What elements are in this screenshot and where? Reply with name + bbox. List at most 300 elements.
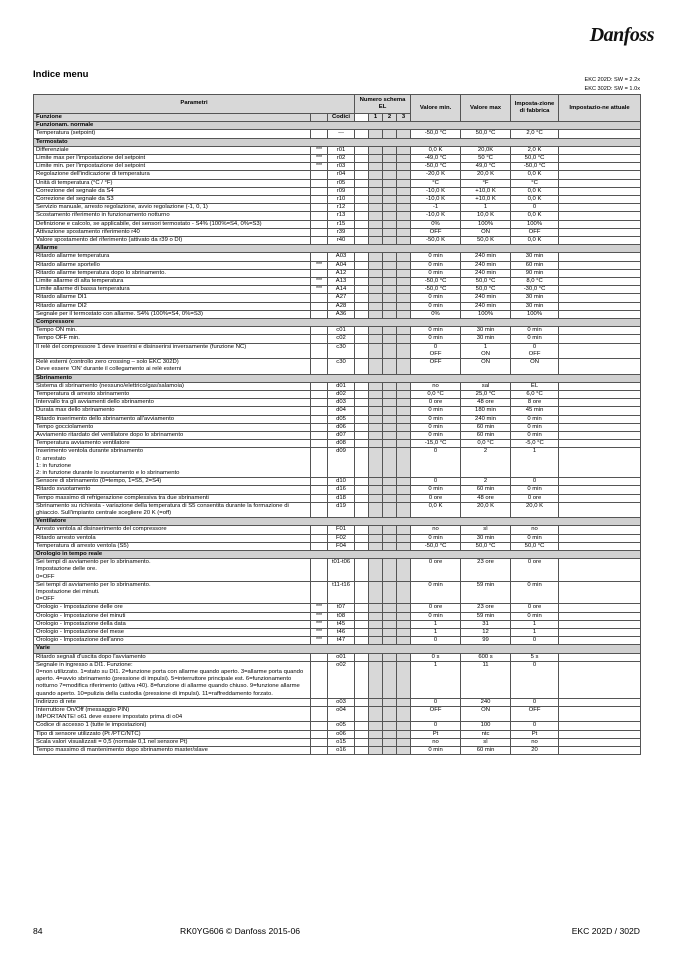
schema-2-cell bbox=[383, 302, 397, 310]
value-factory: 0 bbox=[511, 637, 559, 645]
parameter-code: o03 bbox=[328, 698, 355, 706]
value-max: 240 min bbox=[461, 415, 511, 423]
schema-1-cell bbox=[369, 534, 383, 542]
access-marker: *** bbox=[311, 612, 328, 620]
parameter-code: r04 bbox=[328, 171, 355, 179]
schema-3-cell bbox=[397, 310, 411, 318]
parameter-code: c01 bbox=[328, 327, 355, 335]
parameter-code: o04 bbox=[328, 707, 355, 722]
schema-1-cell bbox=[369, 294, 383, 302]
parameter-row bbox=[34, 526, 641, 534]
value-current bbox=[559, 722, 641, 730]
value-current bbox=[559, 220, 641, 228]
spacer-cell bbox=[355, 478, 369, 486]
value-max: 11 bbox=[461, 661, 511, 698]
access-marker bbox=[311, 359, 328, 374]
header-numero-schema: Numero schema EL bbox=[355, 95, 411, 114]
parameter-function: Tempo ON min. bbox=[34, 327, 311, 335]
section-label: Varie bbox=[34, 645, 641, 653]
schema-1-cell bbox=[369, 581, 383, 604]
section-label: Sbrinamento bbox=[34, 374, 641, 382]
access-marker: *** bbox=[311, 286, 328, 294]
parameter-function: Temperatura di arresto ventola (S5) bbox=[34, 542, 311, 550]
value-max: 10,0 K bbox=[461, 212, 511, 220]
value-current bbox=[559, 261, 641, 269]
parameter-function: Correzione del segnale da S3 bbox=[34, 196, 311, 204]
value-min: -10,0 K bbox=[411, 196, 461, 204]
access-marker bbox=[311, 187, 328, 195]
schema-1-cell bbox=[369, 286, 383, 294]
access-marker bbox=[311, 581, 328, 604]
parameter-function: Tempo OFF min. bbox=[34, 335, 311, 343]
schema-2-cell bbox=[383, 448, 397, 478]
schema-1-cell bbox=[369, 261, 383, 269]
access-marker: *** bbox=[311, 146, 328, 154]
parameter-function: Sbrinamento su richiesta - variazione della temperatura di S5 consentita durante la formazione di ghiaccio. Sull'impianto centrale scegliere 20 K (=off) bbox=[34, 502, 311, 517]
schema-3-cell bbox=[397, 286, 411, 294]
access-marker bbox=[311, 502, 328, 517]
section-header bbox=[34, 518, 641, 526]
value-max: 1 bbox=[461, 204, 511, 212]
schema-3-cell bbox=[397, 604, 411, 612]
schema-3-cell bbox=[397, 390, 411, 398]
access-marker bbox=[311, 542, 328, 550]
parameter-function: Orologio - Impostazione delle ore bbox=[34, 604, 311, 612]
value-min: 0 ore bbox=[411, 604, 461, 612]
value-max: 49,0 °C bbox=[461, 163, 511, 171]
value-min: 0 min bbox=[411, 612, 461, 620]
parameter-code: A04 bbox=[328, 261, 355, 269]
spacer-cell bbox=[355, 171, 369, 179]
value-min: -50,0 °C bbox=[411, 130, 461, 138]
value-min: -1 bbox=[411, 204, 461, 212]
schema-1-cell bbox=[369, 620, 383, 628]
parameter-row bbox=[34, 637, 641, 645]
header-parametri: Parametri bbox=[34, 95, 355, 114]
value-factory: 30 min bbox=[511, 294, 559, 302]
value-current bbox=[559, 163, 641, 171]
spacer-cell bbox=[355, 220, 369, 228]
parameter-function: Sei tempi di avviamento per lo sbrinamento. Impostazione dei minuti. 0=OFF bbox=[34, 581, 311, 604]
parameter-function: Limite max per l'impostazione del setpoint bbox=[34, 155, 311, 163]
value-current bbox=[559, 653, 641, 661]
access-marker bbox=[311, 253, 328, 261]
schema-3-cell bbox=[397, 253, 411, 261]
value-current bbox=[559, 448, 641, 478]
access-marker bbox=[311, 559, 328, 582]
value-min: 0,0 K bbox=[411, 502, 461, 517]
parameter-row bbox=[34, 130, 641, 138]
value-min: -10,0 K bbox=[411, 212, 461, 220]
value-max: 59 min bbox=[461, 581, 511, 604]
schema-2-cell bbox=[383, 327, 397, 335]
access-marker bbox=[311, 534, 328, 542]
schema-1-cell bbox=[369, 253, 383, 261]
value-current bbox=[559, 335, 641, 343]
schema-1-cell bbox=[369, 212, 383, 220]
access-marker bbox=[311, 179, 328, 187]
value-current bbox=[559, 399, 641, 407]
schema-2-cell bbox=[383, 661, 397, 698]
parameter-function: Regolazione dell'indicazione di temperatura bbox=[34, 171, 311, 179]
parameter-row bbox=[34, 212, 641, 220]
parameter-code: F04 bbox=[328, 542, 355, 550]
schema-3-cell bbox=[397, 261, 411, 269]
value-factory: 5 s bbox=[511, 653, 559, 661]
value-current bbox=[559, 407, 641, 415]
schema-3-cell bbox=[397, 423, 411, 431]
schema-2-cell bbox=[383, 196, 397, 204]
schema-2-cell bbox=[383, 722, 397, 730]
value-min: 0 min bbox=[411, 581, 461, 604]
parameter-function: Inserimento ventola durante sbrinamento 0: arrestato 1: in funzione 2: in funzione durante lo svuotamento e lo sbrinamento bbox=[34, 448, 311, 478]
value-min: 0 bbox=[411, 478, 461, 486]
schema-1-cell bbox=[369, 747, 383, 755]
value-current bbox=[559, 707, 641, 722]
value-min: 0 min bbox=[411, 261, 461, 269]
value-factory: 2,0 °C bbox=[511, 130, 559, 138]
header-impostazione-fabbrica: Imposta-zione di fabbrica bbox=[511, 95, 559, 122]
access-marker: *** bbox=[311, 261, 328, 269]
value-max: 50,0 K bbox=[461, 237, 511, 245]
spacer-cell bbox=[355, 448, 369, 478]
schema-1-cell bbox=[369, 269, 383, 277]
value-factory: 2,0 K bbox=[511, 146, 559, 154]
access-marker bbox=[311, 440, 328, 448]
access-marker: *** bbox=[311, 278, 328, 286]
schema-1-cell bbox=[369, 604, 383, 612]
spacer-cell bbox=[355, 707, 369, 722]
access-marker bbox=[311, 343, 328, 358]
schema-2-cell bbox=[383, 494, 397, 502]
value-factory: 1 bbox=[511, 448, 559, 478]
parameter-row bbox=[34, 415, 641, 423]
parameter-table bbox=[33, 94, 641, 755]
access-marker bbox=[311, 738, 328, 746]
parameter-row bbox=[34, 559, 641, 582]
value-min: 0 ore bbox=[411, 399, 461, 407]
schema-1-cell bbox=[369, 204, 383, 212]
access-marker bbox=[311, 382, 328, 390]
header-valore-min: Valore min. bbox=[411, 95, 461, 122]
spacer-cell bbox=[355, 526, 369, 534]
parameter-row bbox=[34, 502, 641, 517]
value-min: 0% bbox=[411, 220, 461, 228]
parameter-function: Il relè del compressore 1 deve inserirsi e disinserirsi inversamente (funzione NC) bbox=[34, 343, 311, 358]
parameter-code: t08 bbox=[328, 612, 355, 620]
value-current bbox=[559, 612, 641, 620]
value-min: -50,0 °C bbox=[411, 163, 461, 171]
schema-2-cell bbox=[383, 163, 397, 171]
schema-3-cell bbox=[397, 722, 411, 730]
schema-2-cell bbox=[383, 486, 397, 494]
schema-1-cell bbox=[369, 423, 383, 431]
schema-2-cell bbox=[383, 440, 397, 448]
parameter-code: A03 bbox=[328, 253, 355, 261]
parameter-row bbox=[34, 382, 641, 390]
parameter-function: Ritardo svuotamento bbox=[34, 486, 311, 494]
parameter-code: r05 bbox=[328, 179, 355, 187]
value-min: 0 min bbox=[411, 302, 461, 310]
schema-3-cell bbox=[397, 440, 411, 448]
spacer-cell bbox=[355, 237, 369, 245]
access-marker bbox=[311, 653, 328, 661]
spacer-cell bbox=[355, 294, 369, 302]
value-current bbox=[559, 390, 641, 398]
value-current bbox=[559, 738, 641, 746]
value-max: 240 min bbox=[461, 294, 511, 302]
parameter-function: Valore spostamento del riferimento (attivato da r39 o DI) bbox=[34, 237, 311, 245]
value-max: 99 bbox=[461, 637, 511, 645]
value-max: 240 min bbox=[461, 253, 511, 261]
schema-2-cell bbox=[383, 637, 397, 645]
parameter-code: o15 bbox=[328, 738, 355, 746]
parameter-function: Codice di accesso 1 (tutte le impostazioni) bbox=[34, 722, 311, 730]
access-marker bbox=[311, 302, 328, 310]
parameter-function: Relè esterni (controllo zero crossing – solo EKC 302D) Deve essere 'ON' durante il collegamento ai relè esterni bbox=[34, 359, 311, 374]
schema-3-cell bbox=[397, 278, 411, 286]
schema-1-cell bbox=[369, 730, 383, 738]
schema-3-cell bbox=[397, 187, 411, 195]
schema-1-cell bbox=[369, 171, 383, 179]
value-max: 60 min bbox=[461, 747, 511, 755]
spacer-cell bbox=[355, 146, 369, 154]
parameter-code: t07 bbox=[328, 604, 355, 612]
parameter-function: Scostamento riferimento in funzionamento notturno bbox=[34, 212, 311, 220]
value-current bbox=[559, 155, 641, 163]
spacer-cell bbox=[355, 637, 369, 645]
schema-3-cell bbox=[397, 486, 411, 494]
section-header bbox=[34, 138, 641, 146]
schema-3-cell bbox=[397, 698, 411, 706]
access-marker: *** bbox=[311, 620, 328, 628]
parameter-row bbox=[34, 179, 641, 187]
value-max: 20,0 K bbox=[461, 502, 511, 517]
schema-1-cell bbox=[369, 146, 383, 154]
schema-3-cell bbox=[397, 620, 411, 628]
value-current bbox=[559, 415, 641, 423]
value-factory: 0 bbox=[511, 661, 559, 698]
access-marker bbox=[311, 423, 328, 431]
parameter-function: Limite allarme di alta temperatura bbox=[34, 278, 311, 286]
value-factory: 60 min bbox=[511, 261, 559, 269]
schema-2-cell bbox=[383, 187, 397, 195]
spacer-cell bbox=[355, 359, 369, 374]
schema-2-cell bbox=[383, 390, 397, 398]
spacer-cell bbox=[355, 327, 369, 335]
access-marker bbox=[311, 130, 328, 138]
value-factory: EL bbox=[511, 382, 559, 390]
section-header bbox=[34, 319, 641, 327]
access-marker bbox=[311, 494, 328, 502]
spacer-cell bbox=[355, 604, 369, 612]
value-min: 0 bbox=[411, 448, 461, 478]
parameter-row bbox=[34, 278, 641, 286]
value-current bbox=[559, 196, 641, 204]
access-marker bbox=[311, 220, 328, 228]
value-factory: 0 bbox=[511, 478, 559, 486]
value-factory: 0 OFF bbox=[511, 343, 559, 358]
parameter-row bbox=[34, 542, 641, 550]
schema-1-cell bbox=[369, 661, 383, 698]
schema-2-cell bbox=[383, 747, 397, 755]
parameter-code: A12 bbox=[328, 269, 355, 277]
schema-1-cell bbox=[369, 431, 383, 439]
value-max: ON bbox=[461, 228, 511, 236]
parameter-row bbox=[34, 220, 641, 228]
spacer-cell bbox=[355, 390, 369, 398]
parameter-code: t47 bbox=[328, 637, 355, 645]
schema-1-cell bbox=[369, 559, 383, 582]
value-max: ntc bbox=[461, 730, 511, 738]
parameter-row bbox=[34, 738, 641, 746]
parameter-code: r09 bbox=[328, 187, 355, 195]
spacer-cell bbox=[355, 163, 369, 171]
parameter-function: Segnale in ingresso a DI1. Funzione: 0=non utilizzato. 1=stato su DI1. 2=funzione porta con allarme quando aperto. 3=allarme porta quando aperto. 4=avvio sbrinamento (pressione di impulsi). 5=interruttore principale est. 6=funzionamento notturno 7=modifica riferimento (attiva r40). 8=funzione di allarme quando chiuso. 9=funzione allarme quando aperto. 10=pulizia della custodia (pressione di impulsi). 11=raffreddamento forzato. bbox=[34, 661, 311, 698]
value-current bbox=[559, 294, 641, 302]
value-factory: 0 ore bbox=[511, 604, 559, 612]
value-current bbox=[559, 237, 641, 245]
spacer-cell bbox=[355, 722, 369, 730]
schema-1-cell bbox=[369, 494, 383, 502]
schema-2-cell bbox=[383, 146, 397, 154]
parameter-row bbox=[34, 228, 641, 236]
parameter-code: d08 bbox=[328, 440, 355, 448]
value-max: 240 min bbox=[461, 302, 511, 310]
value-max: 48 ore bbox=[461, 399, 511, 407]
parameter-row bbox=[34, 722, 641, 730]
value-max: 50,0 °C bbox=[461, 542, 511, 550]
value-factory: -30,0 °C bbox=[511, 286, 559, 294]
schema-2-cell bbox=[383, 534, 397, 542]
parameter-row bbox=[34, 407, 641, 415]
parameter-code: r15 bbox=[328, 220, 355, 228]
access-marker bbox=[311, 228, 328, 236]
parameter-function: Sistema di sbrinamento (nessuno/elettrico/gas/salamoia) bbox=[34, 382, 311, 390]
parameter-row bbox=[34, 155, 641, 163]
spacer-cell bbox=[355, 620, 369, 628]
value-factory: -5,0 °C bbox=[511, 440, 559, 448]
parameter-function: Ritardo allarme temperatura bbox=[34, 253, 311, 261]
parameter-row bbox=[34, 399, 641, 407]
access-marker: *** bbox=[311, 637, 328, 645]
value-factory: 0 min bbox=[511, 335, 559, 343]
parameter-row bbox=[34, 629, 641, 637]
value-min: 0 min bbox=[411, 269, 461, 277]
value-min: 0 bbox=[411, 637, 461, 645]
parameter-code: r12 bbox=[328, 204, 355, 212]
value-current bbox=[559, 278, 641, 286]
spacer-cell bbox=[355, 155, 369, 163]
value-current bbox=[559, 359, 641, 374]
parameter-row bbox=[34, 448, 641, 478]
parameter-function: Tempo massimo di refrigerazione complessiva tra due sbrinamenti bbox=[34, 494, 311, 502]
spacer-cell bbox=[355, 581, 369, 604]
spacer-cell bbox=[355, 431, 369, 439]
spacer-cell bbox=[355, 661, 369, 698]
access-marker bbox=[311, 747, 328, 755]
parameter-row bbox=[34, 730, 641, 738]
access-marker bbox=[311, 526, 328, 534]
sw-version-202d: EKC 202D: SW = 2.2x bbox=[584, 77, 640, 83]
schema-1-cell bbox=[369, 637, 383, 645]
value-current bbox=[559, 130, 641, 138]
value-current bbox=[559, 382, 641, 390]
parameter-function: Attivazione spostamento riferimento r40 bbox=[34, 228, 311, 236]
value-factory: 100% bbox=[511, 310, 559, 318]
schema-3-cell bbox=[397, 502, 411, 517]
schema-2-cell bbox=[383, 269, 397, 277]
schema-3-cell bbox=[397, 707, 411, 722]
spacer-cell bbox=[355, 698, 369, 706]
section-label: Ventilatore bbox=[34, 518, 641, 526]
value-max: ON bbox=[461, 359, 511, 374]
spacer-cell bbox=[355, 261, 369, 269]
parameter-code: r02 bbox=[328, 155, 355, 163]
value-factory: 0,0 K bbox=[511, 171, 559, 179]
footer-page-number: 84 bbox=[33, 926, 43, 936]
parameter-function: Servizio manuale, arresto regolazione, avvio regolazione (-1, 0, 1) bbox=[34, 204, 311, 212]
value-max: 2 bbox=[461, 448, 511, 478]
schema-2-cell bbox=[383, 526, 397, 534]
value-current bbox=[559, 286, 641, 294]
section-header bbox=[34, 645, 641, 653]
parameter-function: Sensore di sbrinamento (0=tempo, 1=S5, 2=S4) bbox=[34, 478, 311, 486]
spacer-cell bbox=[355, 179, 369, 187]
value-min: -49,0 °C bbox=[411, 155, 461, 163]
value-current bbox=[559, 604, 641, 612]
spacer-cell bbox=[355, 486, 369, 494]
value-min: 0 min bbox=[411, 486, 461, 494]
schema-1-cell bbox=[369, 228, 383, 236]
value-max: 12 bbox=[461, 629, 511, 637]
access-marker bbox=[311, 486, 328, 494]
schema-3-cell bbox=[397, 155, 411, 163]
value-factory: 0 min bbox=[511, 327, 559, 335]
value-current bbox=[559, 747, 641, 755]
spacer-cell bbox=[355, 534, 369, 542]
access-marker: *** bbox=[311, 155, 328, 163]
value-factory: 50,0 °C bbox=[511, 542, 559, 550]
value-max: 50,0 °C bbox=[461, 286, 511, 294]
value-max: 60 min bbox=[461, 423, 511, 431]
schema-2-cell bbox=[383, 171, 397, 179]
parameter-row bbox=[34, 269, 641, 277]
value-min: no bbox=[411, 738, 461, 746]
spacer-cell bbox=[355, 286, 369, 294]
value-max: sì bbox=[461, 526, 511, 534]
value-max: 30 min bbox=[461, 534, 511, 542]
schema-2-cell bbox=[383, 343, 397, 358]
value-min: 0 min bbox=[411, 294, 461, 302]
page-title: Indice menu bbox=[33, 69, 89, 80]
value-max: +10,0 K bbox=[461, 187, 511, 195]
spacer-cell bbox=[355, 542, 369, 550]
value-max: 30 min bbox=[461, 327, 511, 335]
schema-1-cell bbox=[369, 653, 383, 661]
schema-1-cell bbox=[369, 335, 383, 343]
value-max: +10,0 K bbox=[461, 196, 511, 204]
schema-1-cell bbox=[369, 612, 383, 620]
value-current bbox=[559, 431, 641, 439]
value-factory: 6,0 °C bbox=[511, 390, 559, 398]
schema-1-cell bbox=[369, 440, 383, 448]
access-marker bbox=[311, 335, 328, 343]
parameter-code: r10 bbox=[328, 196, 355, 204]
schema-3-cell bbox=[397, 302, 411, 310]
schema-2-cell bbox=[383, 155, 397, 163]
schema-1-cell bbox=[369, 399, 383, 407]
